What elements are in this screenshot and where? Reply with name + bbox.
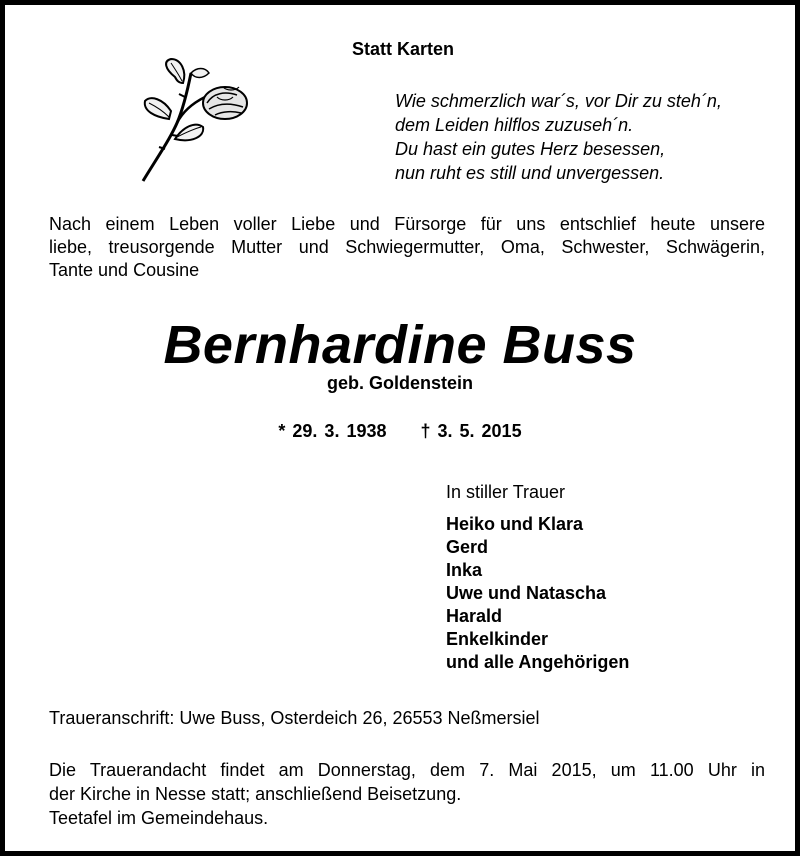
poem-line: nun ruht es still und unvergessen. xyxy=(395,163,665,183)
rose-icon xyxy=(125,57,265,185)
death-date: † 3. 5. 2015 xyxy=(420,421,522,441)
mourner-name: Inka xyxy=(446,560,483,580)
deceased-name: Bernhardine Buss xyxy=(163,315,637,375)
header-statt-karten: Statt Karten xyxy=(351,39,454,59)
mourner-name: Harald xyxy=(446,606,503,626)
mourner-name: Uwe und Natascha xyxy=(446,583,607,603)
tea-info: Teetafel im Gemeindehaus. xyxy=(49,808,269,828)
poem-line: dem Leiden hilflos zuzuseh´n. xyxy=(395,115,634,135)
intro-line: Nach einem Leben voller Liebe und Fürsorge für uns entschlief heute unsere xyxy=(49,214,765,234)
birth-name: geb. Goldenstein xyxy=(326,373,473,393)
mourner-name: Gerd xyxy=(446,537,489,557)
service-line: der Kirche in Nesse statt; anschließend Beisetzung. xyxy=(49,784,462,804)
mourning-label: In stiller Trauer xyxy=(446,482,566,502)
poem-line: Wie schmerzlich war´s, vor Dir zu steh´n, xyxy=(395,91,722,111)
poem-line: Du hast ein gutes Herz besessen, xyxy=(395,139,666,159)
intro-text xyxy=(49,213,765,282)
mourners-list xyxy=(446,513,629,674)
service-info xyxy=(49,758,765,806)
poem xyxy=(395,89,785,185)
mourner-name: Enkelkinder xyxy=(446,629,549,649)
life-dates xyxy=(5,421,795,442)
service-line: Die Trauerandacht findet am Donnerstag, dem 7. Mai 2015, um 11.00 Uhr in xyxy=(49,760,765,780)
mourning-address: Traueranschrift: Uwe Buss, Osterdeich 26, 26553 Neßmersiel xyxy=(49,708,540,728)
mourner-name: und alle Angehörigen xyxy=(446,652,630,672)
intro-line: Tante und Cousine xyxy=(49,260,200,280)
intro-line: liebe, treusorgende Mutter und Schwiegermutter, Oma, Schwester, Schwägerin, xyxy=(49,237,765,257)
mourner-name: Heiko und Klara xyxy=(446,514,584,534)
birth-date: * 29. 3. 1938 xyxy=(278,421,387,441)
